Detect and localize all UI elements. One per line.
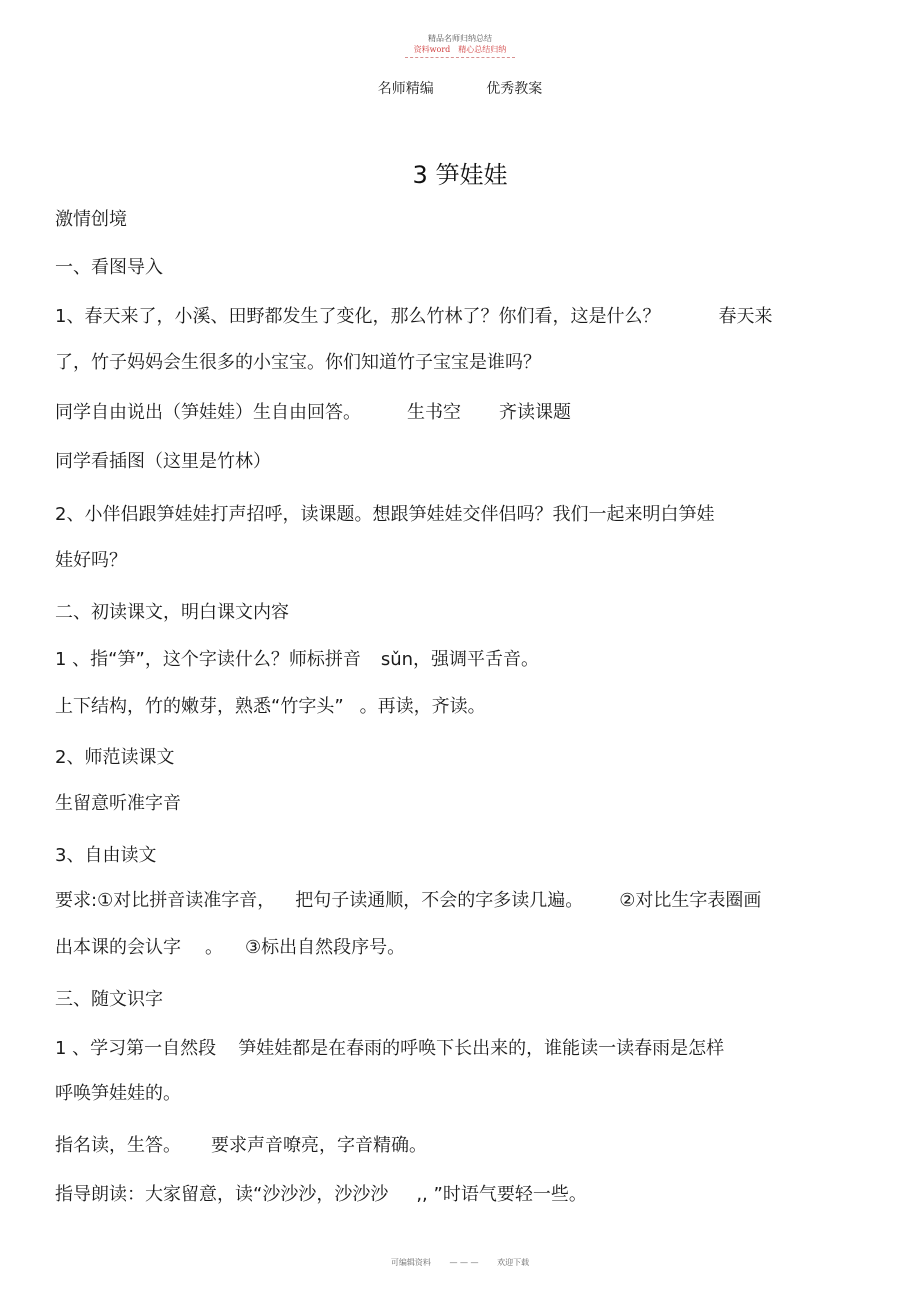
paragraph-line: 指名读，生答。 要求声音嘹亮，字音精确。 bbox=[55, 1135, 427, 1156]
section-heading: 激情创境 bbox=[55, 209, 127, 230]
paragraph-line: 指导朗读：大家留意，读“沙沙沙，沙沙沙 ,, ”时语气要轻一些。 bbox=[55, 1184, 587, 1205]
header-right: 优秀教案 bbox=[486, 81, 543, 97]
paragraph-line: 同学自由说出（笋娃娃）生自由回答。 生书空 齐读课题 bbox=[55, 402, 571, 423]
paragraph-line: 1 、指“笋”，这个字读什么？师标拼音 sǔn，强调平舌音。 bbox=[55, 649, 540, 670]
footer-left: 可编辑资料 bbox=[390, 1258, 431, 1267]
section-heading: 3、自由读文 bbox=[55, 845, 157, 866]
paragraph-line: 2、小伴侣跟笋娃娃打声招呼，读课题。想跟笋娃娃交伴侣吗？我们一起来明白笋娃 bbox=[55, 504, 715, 525]
paragraph-line: 娃好吗？ bbox=[55, 550, 127, 571]
paragraph-line: 同学看插图（这里是竹林） bbox=[55, 451, 271, 472]
watermark bbox=[0, 33, 920, 58]
paragraph-line: 1、春天来了，小溪、田野都发生了变化，那么竹林了？你们看，这是什么？ 春天来 bbox=[55, 306, 773, 327]
paragraph-line: 要求:①对比拼音读准字音， 把句子读通顺，不会的字多读几遍。 ②对比生字表圈画 bbox=[55, 890, 762, 911]
watermark-divider bbox=[405, 57, 515, 58]
section-heading: 二、初读课文，明白课文内容 bbox=[55, 602, 289, 623]
page-header bbox=[0, 78, 920, 98]
footer-mid: — — — bbox=[449, 1258, 479, 1267]
section-heading: 2、师范读课文 bbox=[55, 747, 175, 768]
paragraph-line: 了，竹子妈妈会生很多的小宝宝。你们知道竹子宝宝是谁吗？ bbox=[55, 352, 541, 373]
section-heading: 三、随文识字 bbox=[55, 989, 163, 1010]
paragraph-line: 呼唤笋娃娃的。 bbox=[55, 1083, 181, 1104]
section-heading: 一、看图导入 bbox=[55, 257, 163, 278]
watermark-line-2: 资料word 精心总结归纳 bbox=[413, 45, 507, 54]
footer-right: 欢迎下载 bbox=[497, 1258, 530, 1267]
page-footer bbox=[0, 1257, 920, 1268]
paragraph-line: 1 、学习第一自然段 笋娃娃都是在春雨的呼唤下长出来的，谁能读一读春雨是怎样 bbox=[55, 1038, 725, 1059]
page-title: 3 笋娃娃 bbox=[412, 161, 508, 189]
header-left: 名师精编 bbox=[377, 81, 434, 97]
watermark-line-1: 精品名师归纳总结 bbox=[428, 34, 492, 43]
paragraph-line: 上下结构，竹的嫩芽，熟悉“竹字头” 。再读，齐读。 bbox=[55, 696, 486, 717]
paragraph-line: 生留意听准字音 bbox=[55, 793, 181, 814]
paragraph-line: 出本课的会认字 。 ③标出自然段序号。 bbox=[55, 937, 406, 958]
